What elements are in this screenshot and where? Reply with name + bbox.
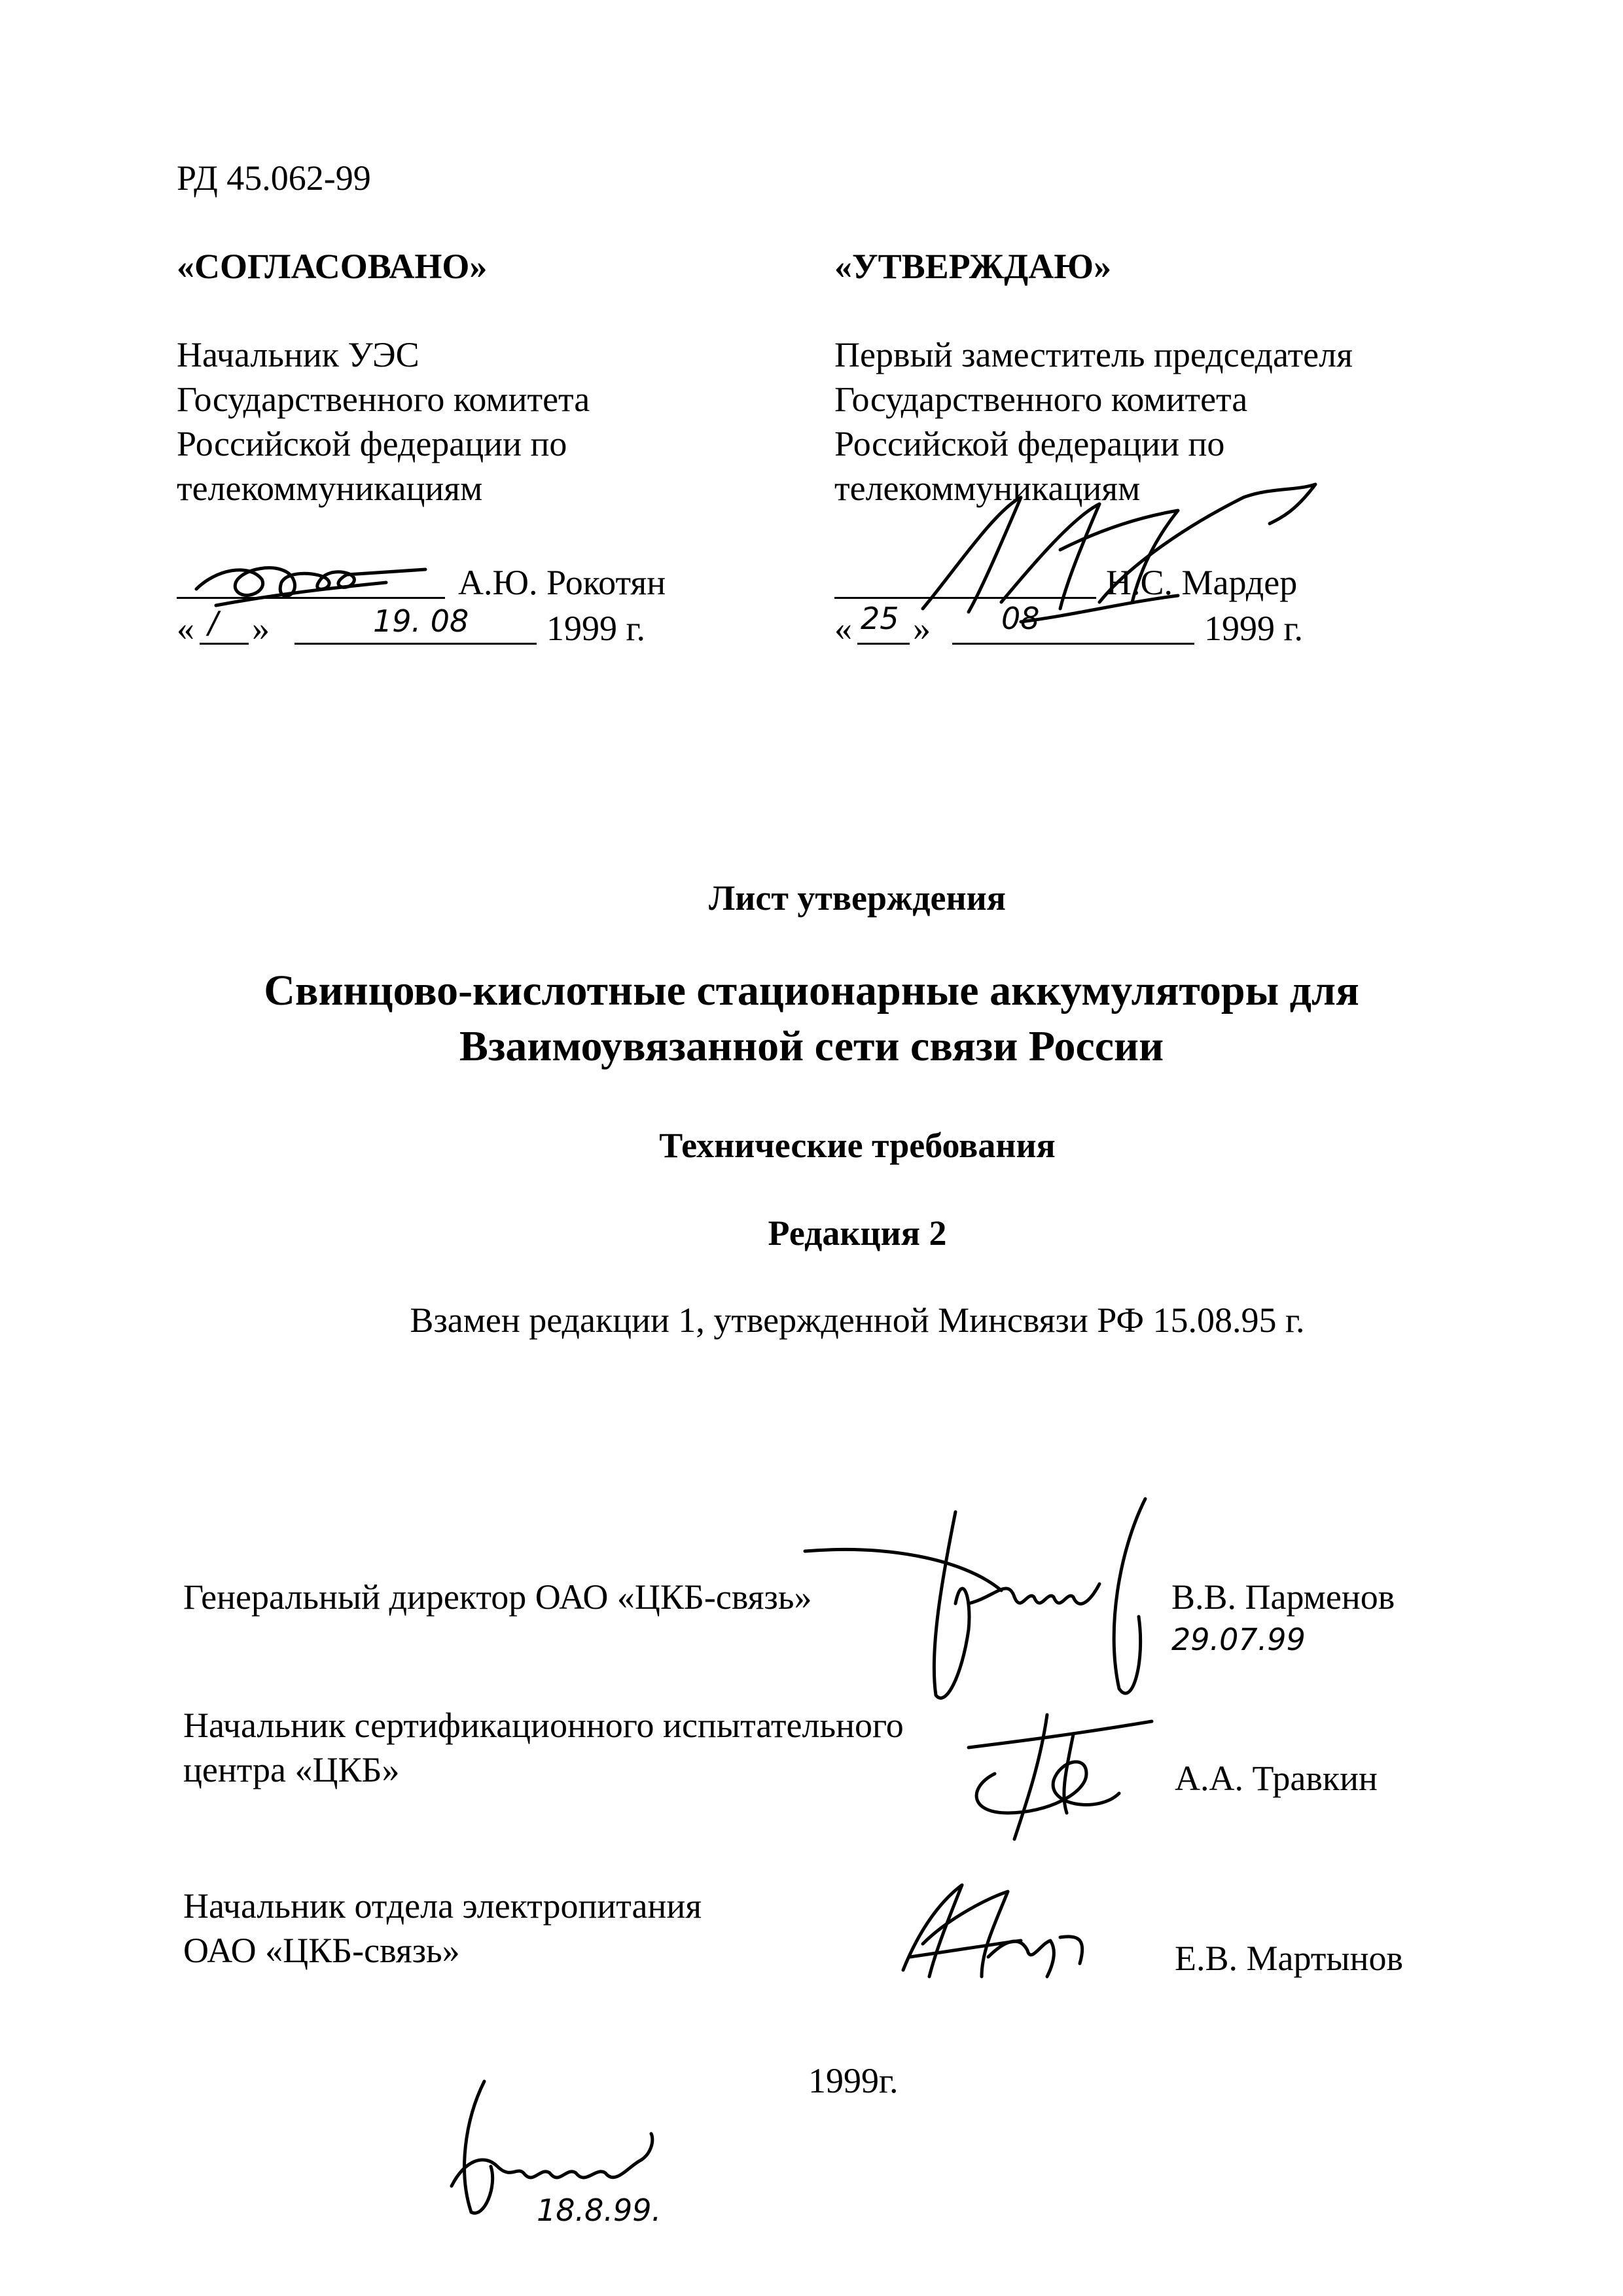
approved-heading: «УТВЕРЖДАЮ» xyxy=(834,247,1112,286)
approved-year: 1999 г. xyxy=(1204,609,1304,648)
signatory-1-signature xyxy=(805,1499,1171,1715)
agreed-date-close: » xyxy=(252,609,270,648)
agreed-date-day: / xyxy=(208,605,219,640)
agreed-date-month: 19. 08 xyxy=(373,603,469,639)
signatory-3-name: Е.В. Мартынов xyxy=(1175,1939,1404,1978)
bottom-date-note: 18.8.99. xyxy=(537,2193,662,2228)
signatory-3-position-line-2: ОАО «ЦКБ-связь» xyxy=(183,1931,460,1970)
agreed-date-open: « xyxy=(177,609,194,648)
approved-line-4: телекоммуникациям xyxy=(834,469,1141,508)
signatory-3-position-line-1: Начальник отдела электропитания xyxy=(183,1886,702,1926)
approved-line-3: Российской федерации по xyxy=(834,424,1225,463)
approved-day-line xyxy=(857,643,910,645)
approved-month-line xyxy=(952,643,1194,645)
approved-date-open: « xyxy=(834,609,852,648)
agreed-line-2: Государственного комитета xyxy=(177,380,590,419)
agreed-month-line xyxy=(294,643,537,645)
approved-date-month: 08 xyxy=(1001,601,1040,636)
signatory-2-signature xyxy=(955,1695,1178,1846)
signatory-1-position: Генеральный директор ОАО «ЦКБ-связь» xyxy=(183,1577,812,1617)
signatory-1-date-note: 29.07.99 xyxy=(1171,1622,1306,1657)
signatory-1-name: В.В. Парменов xyxy=(1171,1577,1395,1617)
signatory-2-position-line-2: центра «ЦКБ» xyxy=(183,1750,400,1789)
approved-signature xyxy=(903,471,1329,628)
signatory-3-signature xyxy=(890,1878,1113,1990)
sheet-title: Лист утверждения xyxy=(709,878,1006,918)
approved-date-day: 25 xyxy=(861,601,899,636)
agreed-signer-name: А.Ю. Рокотян xyxy=(458,563,666,602)
agreed-line-4: телекоммуникациям xyxy=(177,469,483,508)
agreed-heading: «СОГЛАСОВАНО» xyxy=(177,247,488,286)
main-title-line-1: Свинцово-кислотные стационарные аккумуляторы для xyxy=(264,967,1359,1014)
document-code: РД 45.062-99 xyxy=(177,158,371,198)
agreed-year: 1999 г. xyxy=(546,609,646,648)
approved-line-2: Государственного комитета xyxy=(834,380,1248,419)
approved-line-1: Первый заместитель председателя xyxy=(834,335,1353,374)
footer-year: 1999г. xyxy=(808,2061,899,2100)
agreed-line-3: Российской федерации по xyxy=(177,424,567,463)
edition: Редакция 2 xyxy=(768,1213,947,1253)
approved-date-close: » xyxy=(913,609,931,648)
signatory-2-name: А.А. Травкин xyxy=(1175,1759,1378,1798)
agreed-line-1: Начальник УЭС xyxy=(177,335,419,374)
main-title-line-2: Взаимоувязанной сети связи России xyxy=(459,1022,1164,1070)
approved-signer-name: Н.С. Мардер xyxy=(1106,563,1298,602)
signatory-2-position-line-1: Начальник сертификационного испытательного xyxy=(183,1706,904,1745)
agreed-day-line xyxy=(200,643,249,645)
replaces-note: Взамен редакции 1, утвержденной Минсвязи РФ 15.08.95 г. xyxy=(410,1300,1305,1340)
subtitle: Технические требования xyxy=(659,1126,1056,1165)
